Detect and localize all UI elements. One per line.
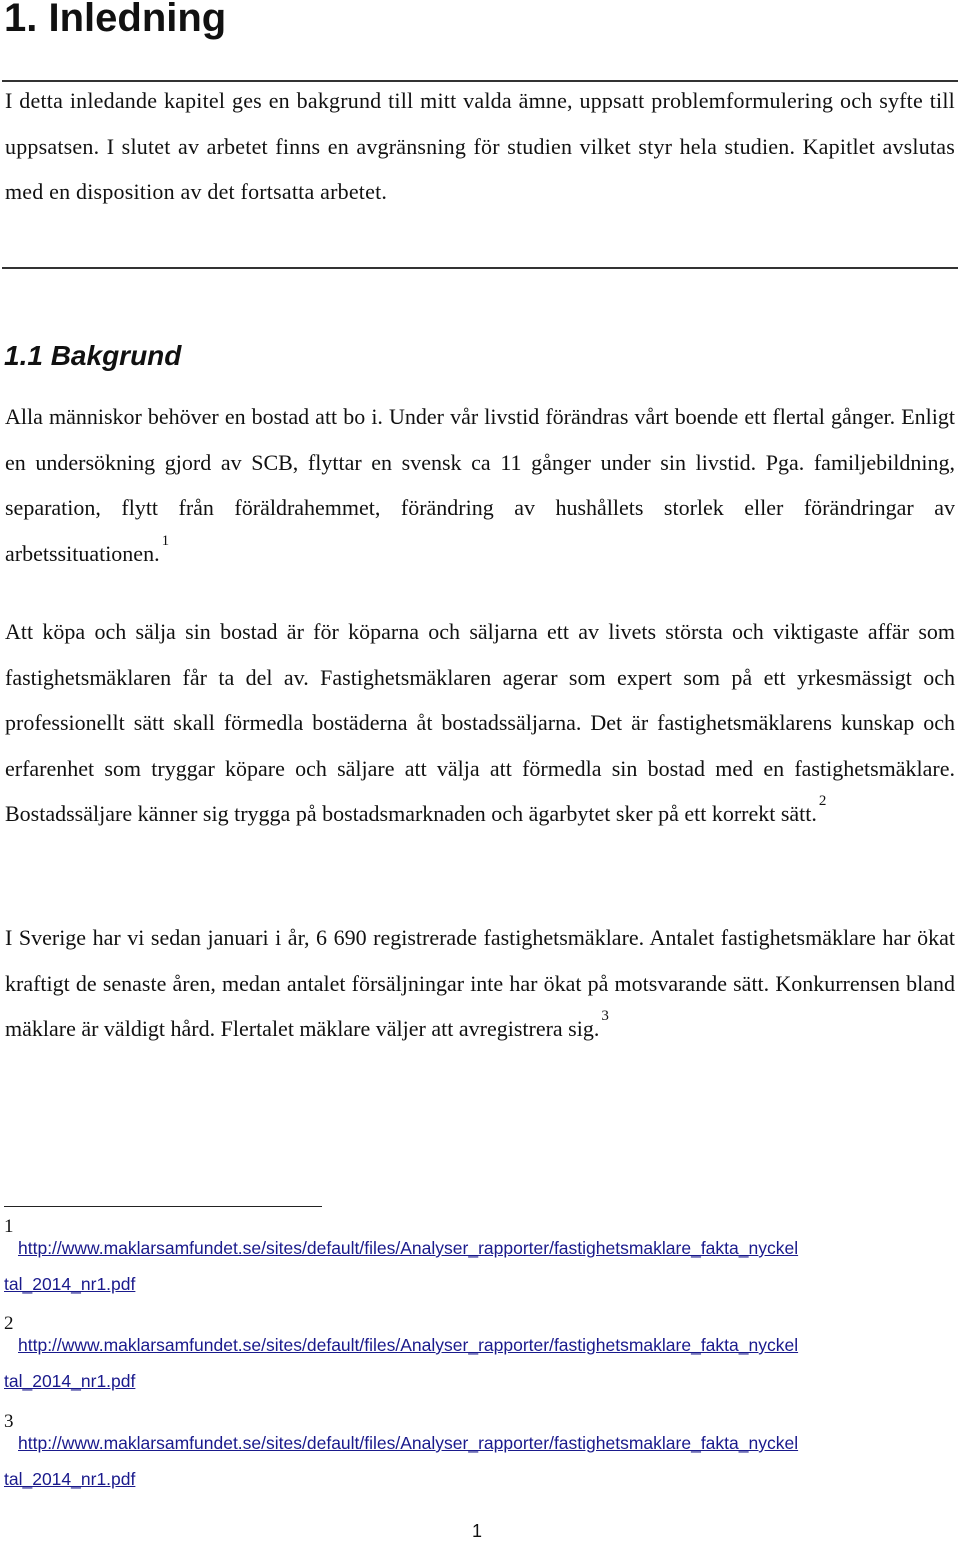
footnote-reference[interactable]: 2 [818,793,827,809]
footnote-1 [4,1216,956,1302]
paragraph-text: Att köpa och sälja sin bostad är för köparna och säljarna ett av livets största och viktigaste affär som fastighetsmäklaren får ta del av. Fastighetsmäklaren agerar som expert som på ett yrkesmässigt och professionellt sätt skall förmedla bostäderna åt bostadssäljarna. Det är fastighetsmäklarens kunskap och erfarenhet som tryggar köpare och säljare att välja att förmedla sin bostad med en fastighetsmäklare. Bostadssäljare känner sig trygga på bostadsmarknaden och ägarbytet sker på ett korrekt sätt. [5,619,955,826]
footnote-reference[interactable]: 3 [601,1008,609,1024]
paragraph-text: I Sverige har vi sedan januari i år, 6 690 registrerade fastighetsmäklare. Antalet fastighetsmäklare har ökat kraftigt de senaste åren, medan antalet försäljningar inte har ökat på motsvarande sätt. Konkurrensen bland mäklare är väldigt hård. Flertalet mäklare väljer att avregistrera sig. [5,925,955,1041]
page-number: 1 [472,1521,483,1541]
body-paragraph-1 [5,394,955,576]
chapter-heading: 1. Inledning [4,0,227,40]
body-paragraph-3 [5,915,955,1052]
footnote-link-line1: http://www.maklarsamfundet.se/sites/default/files/Analyser_rapporter/fastighetsmaklare_fakta_nyckel [18,1335,799,1355]
footnote-link[interactable] [4,1411,956,1497]
footnote-separator [4,1206,322,1207]
footnote-link[interactable] [4,1216,956,1302]
footnote-2 [4,1313,956,1399]
footnote-3 [4,1411,956,1497]
footnote-link-line1: http://www.maklarsamfundet.se/sites/default/files/Analyser_rapporter/fastighetsmaklare_fakta_nyckel [18,1238,799,1258]
body-paragraph-2 [5,609,955,837]
footnote-link-line1: http://www.maklarsamfundet.se/sites/default/files/Analyser_rapporter/fastighetsmaklare_fakta_nyckel [18,1433,799,1453]
footnote-link-line2: tal_2014_nr1.pdf [4,1469,136,1489]
footnote-number: 2 [4,1313,14,1334]
footnote-number: 1 [4,1216,14,1237]
paragraph-text: Alla människor behöver en bostad att bo i. Under vår livstid förändras vårt boende ett flertal gånger. Enligt en undersökning gjord av SCB, flyttar en svensk ca 11 gånger under sin livstid. Pga. familjebildning, separation, flytt från föräldrahemmet, förändring av hushållets storlek eller förändringar av arbetssituationen. [5,404,955,566]
footnote-link[interactable] [4,1313,956,1399]
intro-bottom-rule [2,267,958,269]
footnote-link-line2: tal_2014_nr1.pdf [4,1274,136,1294]
section-heading: 1.1 Bakgrund [4,340,182,371]
footnote-reference[interactable]: 1 [161,532,170,549]
intro-paragraph: I detta inledande kapitel ges en bakgrund till mitt valda ämne, uppsatt problemformulering och syfte till uppsatsen. I slutet av arbetet finns en avgränsning för studien vilket styr hela studien. Kapitlet avslutas med en disposition av det fortsatta arbetet. [5,88,955,204]
footnote-number: 3 [4,1411,14,1432]
footnote-link-line2: tal_2014_nr1.pdf [4,1371,136,1391]
